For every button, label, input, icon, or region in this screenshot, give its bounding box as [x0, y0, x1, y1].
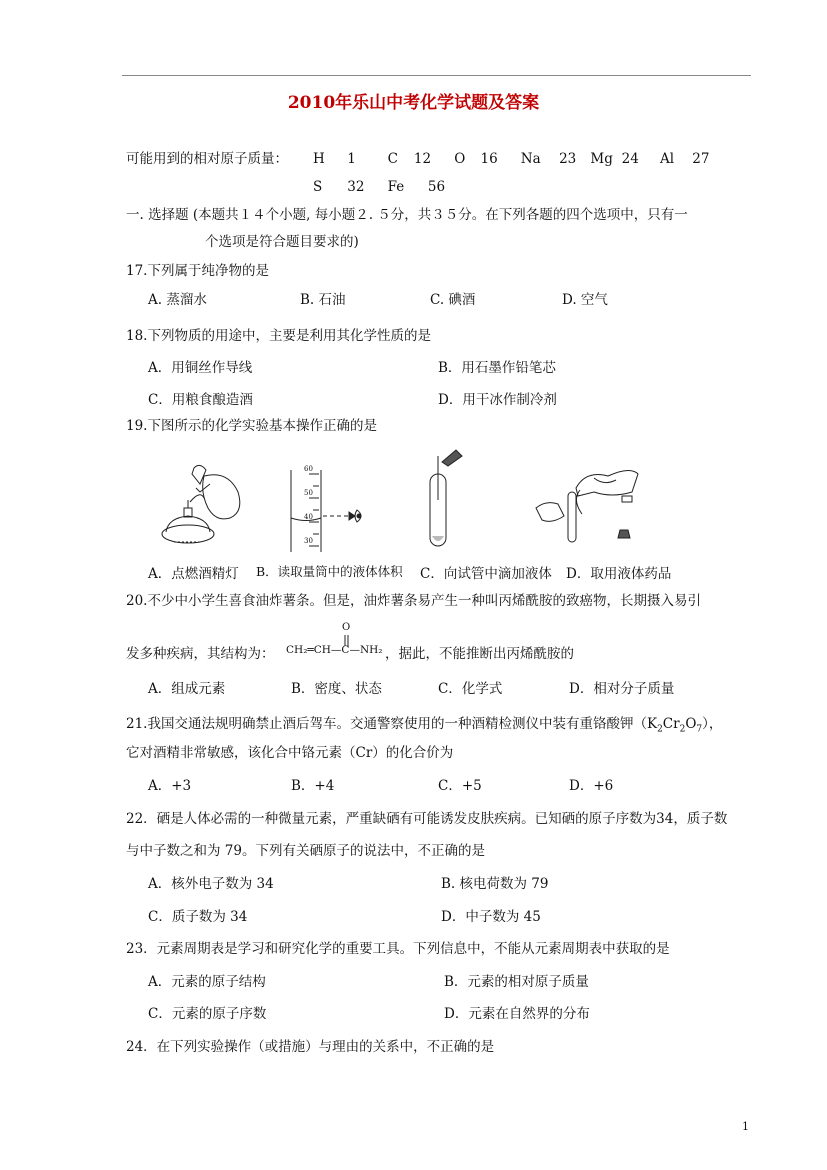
atomic-mass-row1: [313, 150, 712, 168]
q18-option-b: B．用石墨作铅笔芯: [438, 360, 556, 376]
page-title: 2010年乐山中考化学试题及答案: [287, 93, 540, 113]
section-heading: 一. 选择题 (本题共１４个小题, 每小题２. ５分，共３５分。在下列各题的四个选项中，只有一: [126, 207, 688, 223]
formula-k: K: [646, 716, 658, 732]
page-number: 1: [742, 1120, 749, 1133]
q22-option-b: B. 核电荷数为 79: [441, 876, 549, 892]
formula-double-bond: [286, 622, 386, 662]
atomic-mass-row2: [313, 178, 448, 196]
q19-stem: 19.下图所示的化学实验基本操作正确的是: [126, 418, 377, 434]
q22-option-d: D．中子数为 45: [441, 909, 541, 925]
q21-option-a: A．+3: [148, 778, 192, 794]
q24-stem: 24．在下列实验操作（或措施）与理由的关系中，不正确的是: [126, 1039, 495, 1055]
q21-option-c: C．+5: [438, 778, 482, 794]
q19-caption-a: A．点燃酒精灯: [148, 566, 239, 582]
mass-item: C: [387, 151, 398, 167]
formula-o-sub: 7: [696, 724, 703, 735]
q21-stem-close: ），: [702, 716, 723, 732]
q21-option-b: B．+4: [291, 778, 335, 794]
mass-item: Mg: [590, 151, 613, 167]
mass-item: 1: [347, 151, 356, 167]
q22-option-c: C．质子数为 34: [148, 909, 248, 925]
q18-option-a: A．用铜丝作导线: [148, 360, 253, 376]
mass-item: 32: [347, 179, 365, 195]
mass-item: 24: [621, 151, 639, 167]
q18-stem: 18.下列物质的用途中，主要是利用其化学性质的是: [126, 328, 431, 344]
q20-stem-end: ，据此，不能推断出丙烯酰胺的: [385, 646, 574, 662]
q22-option-a: A．核外电子数为 34: [148, 876, 274, 892]
q21-stem-cont: 它对酒精非常敏感，该化合中铬元素（Cr）的化合价为: [126, 745, 454, 761]
formula-o: O: [685, 716, 697, 732]
q23-option-b: B．元素的相对原子质量: [444, 974, 589, 990]
formula-k-sub: 2: [657, 724, 663, 735]
q21-stem-text: 21.我国交通法规明确禁止酒后驾车。交通警察使用的一种酒精检测仪中装有重铬酸钾（: [126, 716, 647, 732]
q22-stem: 22．硒是人体必需的一种微量元素，严重缺硒有可能诱发皮肤疾病。已知硒的原子序数为34，质子数: [126, 811, 728, 827]
formula-cr-sub: 2: [679, 724, 686, 735]
q17-option-c: C. 碘酒: [430, 292, 476, 308]
pouring-liquid-figure: [532, 456, 642, 556]
q23-option-d: D．元素在自然界的分布: [444, 1006, 590, 1022]
q22-stem-cont: 与中子数之和为 79。下列有关硒原子的说法中，不正确的是: [126, 843, 485, 859]
q18-option-c: C．用粮食酿造酒: [148, 392, 253, 408]
cyl-tick-60: 60: [304, 465, 313, 473]
atomic-mass-label: 可能用到的相对原子质量：: [126, 151, 288, 167]
mass-item: H: [313, 151, 325, 167]
test-tube-dropper-figure: [420, 448, 470, 552]
mass-item: Na: [520, 151, 541, 167]
q20-option-b: B．密度、状态: [291, 681, 382, 697]
q20-option-c: C．化学式: [438, 681, 503, 697]
mass-item: Fe: [387, 179, 405, 195]
acrylamide-structure: [286, 622, 386, 662]
top-rule: [122, 75, 751, 76]
q23-stem: 23．元素周期表是学习和研究化学的重要工具。下列信息中，不能从元素周期表中获取的是: [126, 941, 670, 957]
q17-option-b: B. 石油: [300, 292, 346, 308]
mass-item: 27: [692, 151, 710, 167]
mass-item: S: [313, 179, 323, 195]
formula-oxygen: O: [342, 622, 351, 633]
mass-item: 56: [427, 179, 446, 195]
mass-item: 12: [413, 151, 432, 167]
q19-caption-c: C．向试管中滴加液体: [420, 566, 552, 582]
mass-item: 23: [559, 151, 577, 167]
q23-option-a: A．元素的原子结构: [148, 974, 266, 990]
q23-option-c: C．元素的原子序数: [148, 1006, 267, 1022]
mass-item: O: [454, 151, 466, 167]
q17-option-a: A. 蒸溜水: [148, 292, 207, 308]
formula-chain: CH₂═CH—C—NH₂: [286, 644, 383, 656]
cyl-tick-30: 30: [304, 537, 313, 545]
q20-stem: 20.不少中小学生喜食油炸薯条。但是，油炸薯条易产生一种叫丙烯酰胺的致癌物，长期摄入易引: [126, 593, 701, 609]
q20-option-a: A．组成元素: [148, 681, 226, 697]
section-heading-cont: 个选项是符合题目要求的): [205, 234, 359, 250]
q17-stem: 17.下列属于纯净物的是: [126, 263, 269, 279]
cyl-tick-50: 50: [304, 489, 313, 497]
q21-stem: [126, 715, 722, 739]
formula-cr: Cr: [662, 716, 680, 732]
cyl-tick-40: 40: [304, 513, 313, 521]
q20-stem-cont: 发多种疾病，其结构为：: [126, 646, 275, 662]
q19-caption-d: D．取用液体药品: [566, 566, 672, 582]
alcohol-lamp-figure: [160, 462, 250, 554]
q17-option-d: D. 空气: [562, 292, 608, 308]
q21-option-d: D．+6: [569, 778, 614, 794]
mass-item: 16: [480, 151, 498, 167]
measuring-cylinder-figure: [285, 468, 375, 554]
q20-option-d: D．相对分子质量: [569, 681, 675, 697]
q18-option-d: D．用干冰作制冷剂: [438, 392, 557, 408]
mass-item: Al: [659, 151, 675, 167]
q19-caption-b: B．读取量筒中的液体体积: [256, 564, 403, 579]
